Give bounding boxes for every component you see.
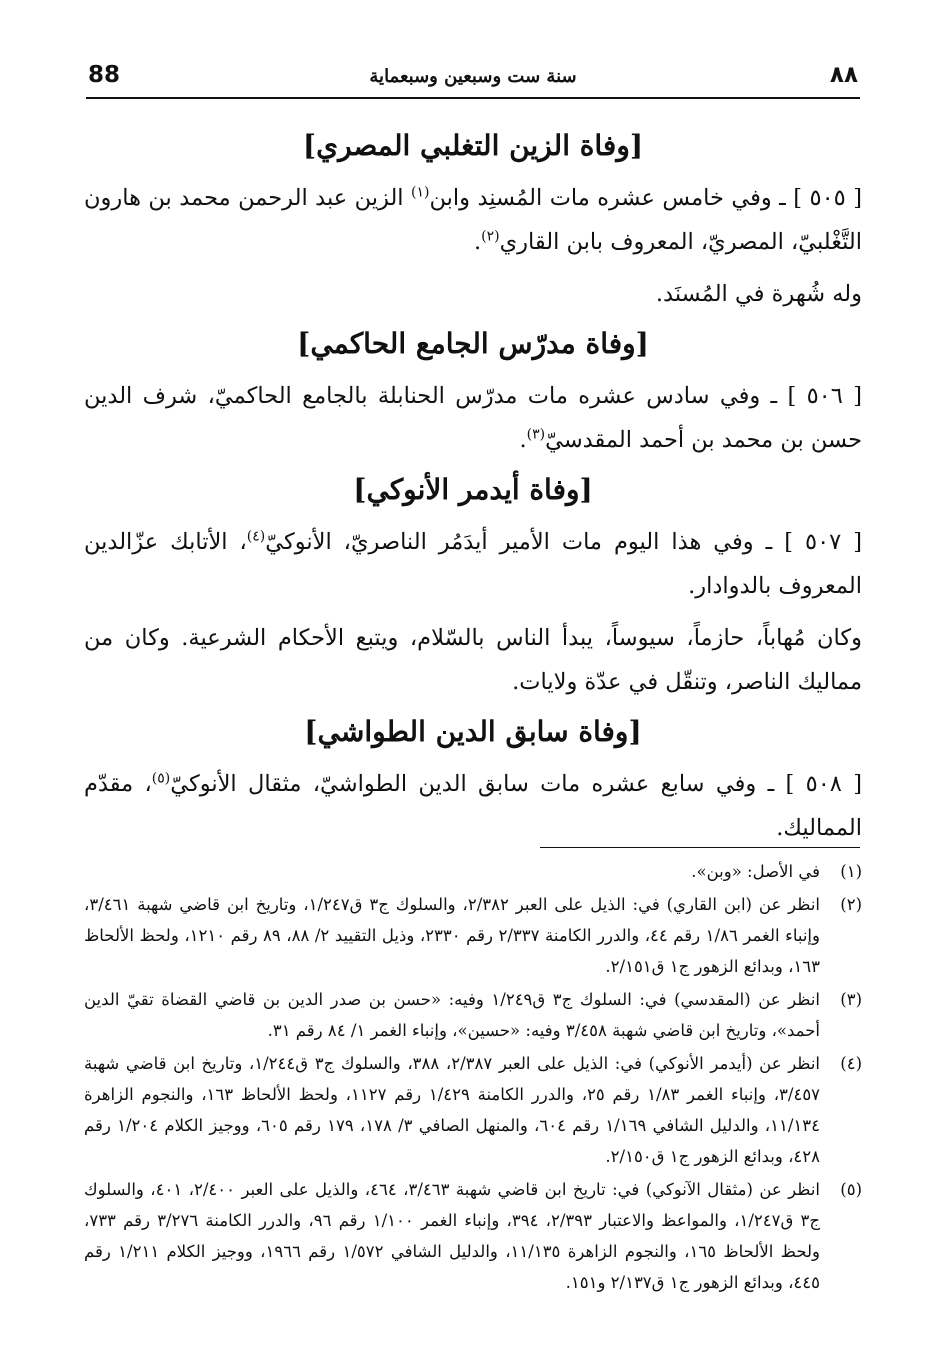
entry-number: [ ٥٠٥ ] bbox=[793, 185, 863, 211]
footnote-marker: (٢) bbox=[840, 895, 862, 914]
footnote-marker: (٥) bbox=[840, 1180, 862, 1199]
paragraph-text: . bbox=[473, 229, 482, 255]
entry-paragraph bbox=[84, 520, 862, 608]
entry-number: [ ٥٠٦ ] bbox=[787, 383, 862, 409]
paragraph bbox=[84, 272, 862, 316]
page-number-latin: 88 bbox=[88, 62, 121, 88]
footnote-ref[interactable]: (١) bbox=[411, 184, 430, 201]
paragraph-text: وله شُهرة في المُسنَد. bbox=[655, 281, 862, 307]
footnote bbox=[84, 984, 862, 1046]
footnote-rule bbox=[540, 847, 860, 848]
footnote-text: في الأصل: «وبن». bbox=[691, 862, 820, 881]
footnotes bbox=[84, 856, 862, 1300]
paragraph bbox=[84, 616, 862, 704]
footnote-ref[interactable]: (٥) bbox=[151, 770, 171, 787]
main-text bbox=[84, 118, 862, 858]
running-title: سنة ست وسبعين وسبعماية bbox=[369, 66, 577, 87]
paragraph-text: الزين عبد الرحمن محمد بن هارون التَّغْلبيّ، المصريّ، المعروف بابن القاري bbox=[84, 185, 862, 255]
paragraph-text: ، الأتابك عزّالدين المعروف بالدوادار. bbox=[84, 529, 862, 599]
paragraph-text: . bbox=[519, 427, 527, 453]
paragraph-text: ـ وفي هذا اليوم مات الأمير أيدَمُر الناصريّ، الأنوكيّ bbox=[265, 529, 785, 555]
footnote-ref[interactable]: (٣) bbox=[526, 426, 546, 443]
footnote-marker: (٤) bbox=[840, 1054, 862, 1073]
entry-number: [ ٥٠٨ ] bbox=[785, 771, 863, 797]
entry-paragraph bbox=[84, 762, 862, 850]
section-title: [وفاة أيدمر الأنوكي] bbox=[353, 473, 593, 506]
section-title: [وفاة الزين التغلبي المصري] bbox=[302, 129, 644, 162]
running-header bbox=[88, 62, 858, 96]
paragraph-text: ، مقدّم المماليك. bbox=[84, 771, 862, 841]
page-number-arabic: ٨٨ bbox=[829, 62, 858, 88]
entry-paragraph bbox=[84, 374, 862, 462]
footnote-text: انظر عن (المقدسي) في: السلوك ج٣ ق١/٢٤٩ وفيه: «حسن بن صدر الدين بن قاضي القضاة تقيّ الدين أحمد»، وتاريخ ابن قاضي شهبة ٣/٤٥٨ وفيه: «حسين»، وإنباء الغمر ١/ ٨٤ رقم ٣١. bbox=[84, 990, 820, 1040]
footnote bbox=[84, 889, 862, 982]
footnote-marker: (٣) bbox=[840, 990, 862, 1009]
paragraph-text: ـ وفي سادس عشره مات مدرّس الحنابلة بالجامع الحاكميّ، شرف الدين حسن بن محمد بن أحمد المقدسيّ bbox=[84, 383, 862, 453]
footnote-ref[interactable]: (٢) bbox=[481, 228, 500, 245]
footnote-text: انظر عن (ابن القاري) في: الذيل على العبر ٢/٣٨٢، والسلوك ج٣ ق١/٢٤٧، وتاريخ ابن قاضي شهبة ٣/٤٦١، وإنباء الغمر ١/٨٦ رقم ٤٤، والدرر الكامنة ٢/٣٣٧ رقم ٢٣٣٠، وذيل التقييد ٢/ ٨٨، ٨٩ رقم ١٢١٠، ولحظ الألحاظ ١٦٣، وبدائع الزهور ج١ ق٢/١٥١. bbox=[84, 895, 820, 976]
footnote bbox=[84, 1174, 862, 1298]
section-title: [وفاة مدرّس الجامع الحاكمي] bbox=[297, 327, 649, 360]
footnote-text: انظر عن (مثقال الآنوكي) في: تاريخ ابن قاضي شهبة ٣/٤٦٣، ٤٦٤، والذيل على العبر ٢/٤٠٠، ٤٠١، والسلوك ج٣ ق١/٢٤٧، والمواعظ والاعتبار ٢/٣٩٣، ٣٩٤، وإنباء الغمر ١/١٠٠ رقم ٩٦، والدرر الكامنة ٣/٢٧٦ رقم ٧٣٣، ولحظ الألحاظ ١٦٥، والنجوم الزاهرة ١١/١٣٥، والدليل الشافي ١/٥٧٢ رقم ١٩٦٦، ووجيز الكلام ١/٢١١ رقم ٤٤٥، وبدائع الزهور ج١ ق٢/١٣٧ و١٥١. bbox=[84, 1180, 821, 1292]
footnote-ref[interactable]: (٤) bbox=[246, 528, 266, 545]
paragraph-text: ـ وفي خامس عشره مات المُسنِد وابن bbox=[429, 185, 794, 211]
header-rule bbox=[86, 97, 860, 99]
entry-paragraph bbox=[84, 176, 862, 264]
footnote bbox=[84, 856, 862, 887]
footnote bbox=[84, 1048, 862, 1172]
paragraph-text: ـ وفي سابع عشره مات سابق الدين الطواشيّ، مثقال الأنوكيّ bbox=[170, 771, 786, 797]
footnote-text: انظر عن (أيدمر الأنوكي) في: الذيل على العبر ٢/٣٨٧، ٣٨٨، والسلوك ج٣ ق١/٢٤٤، وتاريخ ابن قاضي شهبة ٣/٤٥٧، وإنباء الغمر ١/٨٣ رقم ٢٥، والدرر الكامنة ١/٤٢٩ رقم ١١٢٧، ولحظ الألحاظ ١٦٣، والنجوم الزاهرة ١١/١٣٤، والدليل الشافي ١/١٦٩ رقم ٦٠٤، والمنهل الصافي ٣/ ١٧٨، ١٧٩ رقم ٦٠٥، ووجيز الكلام ١/٢٠٤ رقم ٤٢٨، وبدائع الزهور ج١ ق٢/١٥٠. bbox=[84, 1054, 821, 1166]
paragraph-text: وكان مُهاباً، حازماً، سيوساً، يبدأ الناس بالسّلام، ويتبع الأحكام الشرعية. وكان من مماليك الناصر، وتنقّل في عدّة ولايات. bbox=[84, 625, 862, 695]
footnote-marker: (١) bbox=[840, 862, 862, 881]
section-title: [وفاة سابق الدين الطواشي] bbox=[304, 715, 642, 748]
entry-number: [ ٥٠٧ ] bbox=[784, 529, 863, 555]
